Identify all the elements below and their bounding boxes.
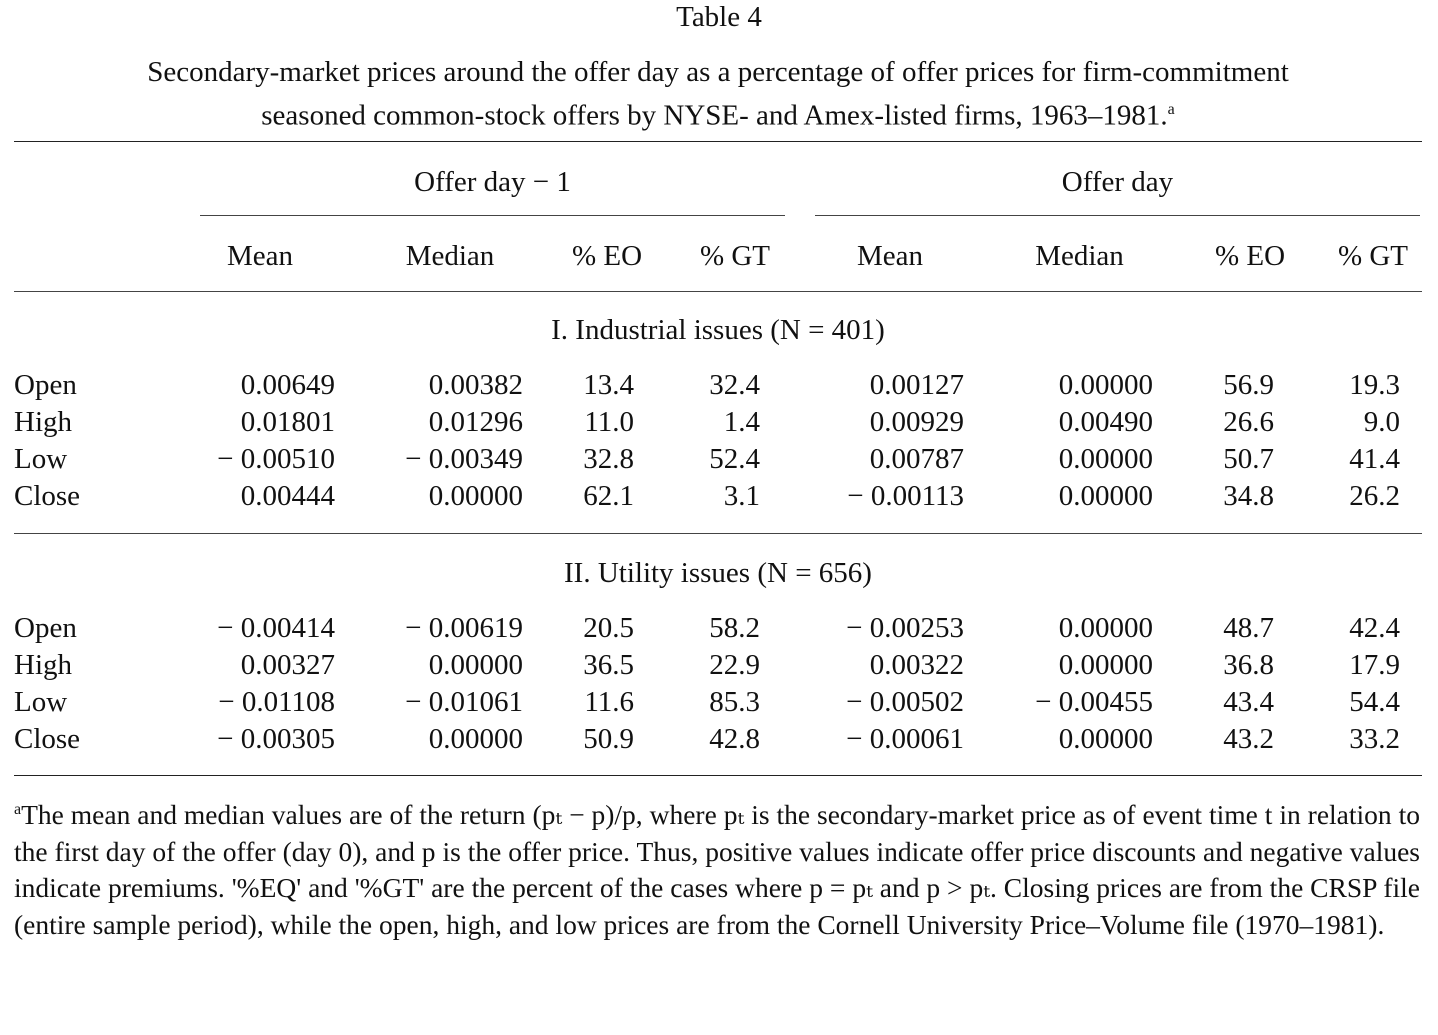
table-cell: 32.4 <box>709 369 760 401</box>
table-cell: 0.00000 <box>428 649 523 681</box>
col-header-eo-2: % EO <box>1214 240 1286 272</box>
footnote-text: The mean and median values are of the return (pₜ − p)/p, where pₜ is the secondary-market price as of event time t in relation to the first day of the offer (day 0), and p is the offer price. Thus, positive values indicate offer price discounts and negative values indicate premiums. '%EQ' and '%GT' are the percent of the cases where p = pₜ and p > pₜ. Closing prices are from the CRSP file (entire sample period), while the open, high, and low prices are from the Cornell University Price–Volume file (1970–1981). <box>14 799 1420 940</box>
table-cell: 0.00000 <box>1058 723 1153 755</box>
table-cell: 0.01801 <box>240 406 335 438</box>
row-label: High <box>14 649 72 681</box>
table-cell: 0.00000 <box>1058 612 1153 644</box>
header-rule <box>14 291 1422 292</box>
table-cell: 11.6 <box>584 686 634 718</box>
table-cell: 0.00000 <box>1058 480 1153 512</box>
row-label: Close <box>14 480 81 512</box>
table-cell: − 0.00349 <box>405 443 523 475</box>
col-header-mean-1: Mean <box>226 240 294 272</box>
col-header-gt-2: % GT <box>1337 240 1409 272</box>
table-cell: 9.0 <box>1363 406 1400 438</box>
table-cell: − 0.00455 <box>1035 686 1153 718</box>
table-cell: 52.4 <box>709 443 760 475</box>
table-cell: − 0.00061 <box>846 723 964 755</box>
caption-line-2-text: seasoned common-stock offers by NYSE- and Amex-listed firms, 1963–1981. <box>261 99 1168 132</box>
column-group-offer-day: Offer day <box>1061 166 1174 198</box>
table-cell: 0.00327 <box>240 649 335 681</box>
group-rule-right <box>815 215 1420 216</box>
table-cell: 0.00322 <box>869 649 964 681</box>
table-cell: − 0.00502 <box>846 686 964 718</box>
table-cell: − 0.01061 <box>405 686 523 718</box>
table-cell: 36.5 <box>583 649 634 681</box>
table-cell: 26.6 <box>1223 406 1274 438</box>
caption-footnote-mark: a <box>1167 101 1175 118</box>
caption-line-2 <box>14 91 1422 135</box>
table-cell: 20.5 <box>583 612 634 644</box>
table-cell: 0.00929 <box>869 406 964 438</box>
col-header-median-2: Median <box>1035 240 1124 272</box>
table-cell: 22.9 <box>709 649 760 681</box>
table-cell: 0.00000 <box>428 480 523 512</box>
footnote-mark: a <box>14 800 22 818</box>
col-header-median-1: Median <box>405 240 495 272</box>
table-cell: − 0.00414 <box>217 612 335 644</box>
table-cell: 0.00127 <box>869 369 964 401</box>
table-cell: 62.1 <box>583 480 634 512</box>
table-cell: 0.00649 <box>240 369 335 401</box>
table-cell: 0.00000 <box>1058 369 1153 401</box>
table-cell: 13.4 <box>583 369 634 401</box>
section-title-industrial: I. Industrial issues (N = 401) <box>551 314 885 346</box>
table-cell: − 0.00619 <box>405 612 523 644</box>
column-group-offer-day-minus-1: Offer day − 1 <box>414 166 571 198</box>
row-label: Open <box>14 612 77 644</box>
table-cell: 58.2 <box>709 612 760 644</box>
table-cell: 0.00444 <box>240 480 335 512</box>
table-cell: 54.4 <box>1349 686 1400 718</box>
table-cell: − 0.00113 <box>847 480 964 512</box>
table-cell: 0.00787 <box>869 443 964 475</box>
table-cell: 17.9 <box>1349 649 1400 681</box>
table-cell: 50.9 <box>583 723 634 755</box>
col-header-gt-1: % GT <box>699 240 771 272</box>
caption-line-1: Secondary-market prices around the offer day as a percentage of offer prices for firm-commitment <box>147 56 1289 88</box>
col-header-eo-1: % EO <box>571 240 643 272</box>
table-cell: − 0.00253 <box>846 612 964 644</box>
table-footnote <box>14 797 1420 943</box>
table-cell: 42.8 <box>709 723 760 755</box>
table-cell: 33.2 <box>1349 723 1400 755</box>
table-caption <box>14 54 1422 135</box>
table-cell: 0.00382 <box>428 369 523 401</box>
table-cell: 34.8 <box>1223 480 1274 512</box>
row-label: Low <box>14 686 68 718</box>
table-cell: 0.00000 <box>428 723 523 755</box>
col-header-mean-2: Mean <box>856 240 924 272</box>
table-cell: 36.8 <box>1223 649 1274 681</box>
table-number: Table 4 <box>676 1 762 33</box>
section-rule <box>14 533 1422 534</box>
table-cell: 85.3 <box>709 686 760 718</box>
table-cell: 43.4 <box>1223 686 1274 718</box>
section-title-utility: II. Utility issues (N = 656) <box>564 557 872 589</box>
table-cell: 19.3 <box>1349 369 1400 401</box>
table-cell: 56.9 <box>1223 369 1274 401</box>
table-cell: 0.00490 <box>1058 406 1153 438</box>
table-cell: 48.7 <box>1223 612 1274 644</box>
table-cell: 0.00000 <box>1058 649 1153 681</box>
table-cell: 42.4 <box>1349 612 1400 644</box>
row-label: High <box>14 406 72 438</box>
table-cell: 11.0 <box>584 406 634 438</box>
table-cell: 0.00000 <box>1058 443 1153 475</box>
top-rule <box>14 141 1422 142</box>
bottom-rule <box>14 775 1422 776</box>
table-cell: 0.01296 <box>428 406 523 438</box>
table-cell: 1.4 <box>723 406 760 438</box>
table-cell: − 0.00305 <box>217 723 335 755</box>
row-label: Close <box>14 723 81 755</box>
row-label: Low <box>14 443 68 475</box>
group-rule-left <box>200 215 785 216</box>
table-cell: 50.7 <box>1223 443 1274 475</box>
table-cell: − 0.01108 <box>218 686 335 718</box>
table-cell: 26.2 <box>1349 480 1400 512</box>
row-label: Open <box>14 369 77 401</box>
table-cell: − 0.00510 <box>217 443 335 475</box>
table-cell: 32.8 <box>583 443 634 475</box>
table-cell: 41.4 <box>1349 443 1400 475</box>
table-cell: 3.1 <box>723 480 760 512</box>
table-cell: 43.2 <box>1223 723 1274 755</box>
